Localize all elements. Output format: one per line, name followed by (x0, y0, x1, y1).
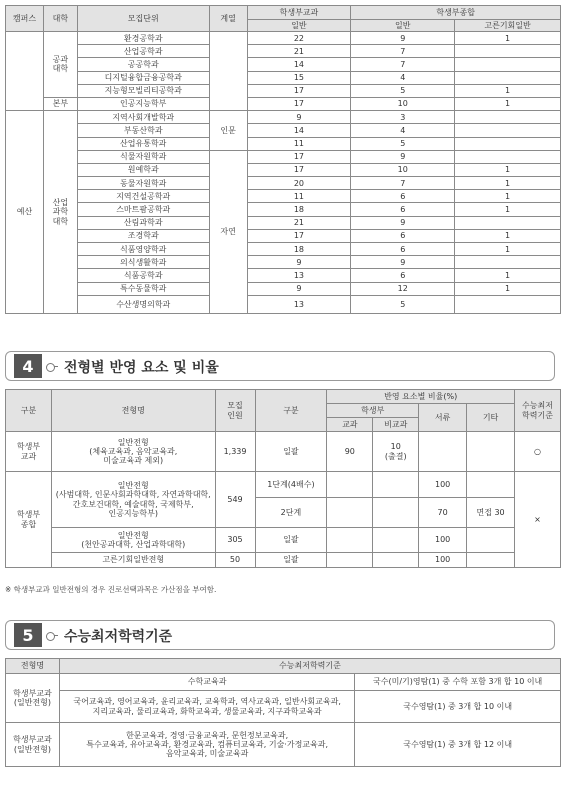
quota-general: 9 (247, 282, 351, 295)
h-student: 학생부 (327, 404, 419, 418)
header-college: 대학 (43, 6, 77, 32)
quota-general: 20 (247, 177, 351, 190)
h-div: 구분 (6, 390, 52, 432)
r3-stage: 일괄 (255, 528, 327, 553)
quota-general: 21 (247, 45, 351, 58)
unit-cell: 인공지능학부 (77, 97, 209, 110)
quota-comp-general: 12 (351, 282, 455, 295)
unit-cell: 식품공학과 (77, 269, 209, 282)
unit-cell: 부동산학과 (77, 124, 209, 137)
r1-subject: 90 (327, 432, 373, 472)
table-row (6, 190, 561, 203)
r3-doc: 100 (419, 528, 467, 553)
r2-empty5 (373, 498, 419, 528)
r3-dept: 한문교육과, 경영·금융교육과, 문헌정보교육과, 특수교육과, 유아교육과, 환경교육과, 컴퓨터교육과, 기술·가정교육과, 음악교육과, 미술교육과 (59, 723, 354, 767)
h-nonsubject: 비교과 (373, 418, 419, 432)
evaluation-ratio-table (5, 389, 561, 568)
quota-comp-general: 5 (351, 84, 455, 97)
r1-nonsubject: 10 (출결) (373, 432, 419, 472)
r4-stage: 일괄 (255, 553, 327, 568)
header-student-dept: 학생부교과 (247, 6, 351, 20)
r2-doc1: 100 (419, 472, 467, 498)
college-cell: 공과 대학 (43, 32, 77, 98)
quota-equal-opp: 1 (455, 177, 561, 190)
r1-div: 학생부 교과 (6, 432, 52, 472)
r3-empty2 (373, 528, 419, 553)
quota-general: 14 (247, 124, 351, 137)
quota-equal-opp: 1 (455, 269, 561, 282)
quota-comp-general: 6 (351, 190, 455, 203)
header-track: 계열 (209, 6, 247, 32)
table-row (6, 203, 561, 216)
r3-empty3 (467, 528, 515, 553)
r1-name: 일반전형 (체육교육과, 음악교육과, 미술교육과 제외) (51, 432, 215, 472)
table-row (6, 256, 561, 269)
header-campus: 캠퍼스 (6, 6, 44, 32)
h-subject: 교과 (327, 418, 373, 432)
table-row (6, 111, 561, 124)
quota-comp-general: 3 (351, 111, 455, 124)
quota-equal-opp (455, 45, 561, 58)
r4-doc: 100 (419, 553, 467, 568)
quota-general: 14 (247, 58, 351, 71)
unit-cell: 수산생명의학과 (77, 295, 209, 313)
h-min: 수능최저 학력기준 (515, 390, 561, 432)
r1-dept: 수학교육과 (59, 674, 354, 691)
section-title: 전형별 반영 요소 및 비율 (64, 360, 219, 376)
quota-general: 9 (247, 256, 351, 269)
quota-comp-general: 6 (351, 203, 455, 216)
unit-cell: 원예학과 (77, 163, 209, 176)
quota-equal-opp: 1 (455, 32, 561, 45)
r2-empty1 (327, 472, 373, 498)
unit-cell: 산림과학과 (77, 216, 209, 229)
table-row (6, 269, 561, 282)
admission-quota-table (5, 5, 561, 314)
h-name: 전형명 (51, 390, 215, 432)
r4-empty1 (327, 553, 373, 568)
bullet-dot (46, 363, 55, 372)
college-cell: 산업 과학 대학 (43, 111, 77, 314)
track-cell: 자연 (209, 150, 247, 313)
table-row (6, 150, 561, 163)
h-doc: 서류 (419, 404, 467, 432)
quota-equal-opp: 1 (455, 163, 561, 176)
quota-general: 17 (247, 229, 351, 242)
table-row (6, 32, 561, 45)
quota-general: 21 (247, 216, 351, 229)
r2-empty4 (327, 498, 373, 528)
table-row (6, 124, 561, 137)
quota-general: 15 (247, 71, 351, 84)
table-row (6, 282, 561, 295)
r3-name: 일반전형 (천안공과대학, 산업과학대학) (51, 528, 215, 553)
r2-etc2: 면접 30 (467, 498, 515, 528)
section-title: 수능최저학력기준 (64, 629, 173, 645)
quota-equal-opp (455, 295, 561, 313)
quota-comp-general: 9 (351, 150, 455, 163)
r3-count: 305 (215, 528, 255, 553)
quota-comp-general: 10 (351, 97, 455, 110)
header-equal-opp: 고른기회일반 (455, 20, 561, 32)
unit-cell: 특수동물학과 (77, 282, 209, 295)
r1-doc (419, 432, 467, 472)
unit-cell: 지능형모빌리티공학과 (77, 84, 209, 97)
header-student-comp: 학생부종합 (351, 6, 561, 20)
quota-general: 13 (247, 295, 351, 313)
quota-equal-opp: 1 (455, 229, 561, 242)
quota-comp-general: 5 (351, 137, 455, 150)
r1-req: 국수(미/기)영탐(1) 중 수학 포함 3개 합 10 이내 (355, 674, 561, 691)
csat-minimum-table (5, 658, 561, 767)
r2-dept: 국어교육과, 영어교육과, 윤리교육과, 교육학과, 역사교육과, 일반사회교육과, 지리교육과, 물리교육과, 화학교육과, 생물교육과, 지구과학교육과 (59, 691, 354, 723)
quota-equal-opp (455, 71, 561, 84)
quota-comp-general: 9 (351, 216, 455, 229)
campus-cell: 예산 (6, 111, 44, 314)
track-cell (209, 32, 247, 111)
table-row (6, 58, 561, 71)
h-div2: 구분 (255, 390, 327, 432)
unit-cell: 디지털융합금융공학과 (77, 71, 209, 84)
quota-general: 17 (247, 150, 351, 163)
quota-equal-opp (455, 111, 561, 124)
quota-comp-general: 4 (351, 71, 455, 84)
table-row (6, 97, 561, 110)
r2-empty3 (467, 472, 515, 498)
r2-req: 국수영탐(1) 중 3개 합 10 이내 (355, 691, 561, 723)
quota-general: 9 (247, 111, 351, 124)
table-row (6, 163, 561, 176)
unit-cell: 지역사회개발학과 (77, 111, 209, 124)
quota-equal-opp (455, 124, 561, 137)
footnote: ※ 학생부교과 일반전형의 경우 진로선택과목은 가산점을 부여함. (5, 585, 217, 594)
section-4-header (5, 351, 555, 381)
quota-equal-opp (455, 137, 561, 150)
r1-etc (467, 432, 515, 472)
r1-min: ○ (515, 432, 561, 472)
r3-name: 학생부교과 (일반전형) (6, 723, 60, 767)
section-number: 5 (14, 623, 42, 647)
r1-stage: 일괄 (255, 432, 327, 472)
quota-general: 18 (247, 203, 351, 216)
quota-equal-opp: 1 (455, 190, 561, 203)
track-cell: 인문 (209, 111, 247, 151)
quota-equal-opp: 1 (455, 84, 561, 97)
table-row (6, 84, 561, 97)
r3-empty1 (327, 528, 373, 553)
quota-comp-general: 4 (351, 124, 455, 137)
h-name: 전형명 (6, 659, 60, 674)
table-row (6, 71, 561, 84)
quota-general: 11 (247, 137, 351, 150)
r4-count: 50 (215, 553, 255, 568)
unit-cell: 식물자원학과 (77, 150, 209, 163)
unit-cell: 지역건설공학과 (77, 190, 209, 203)
bullet-dot (46, 632, 55, 641)
table-row (6, 243, 561, 256)
h-ratio: 반영 요소별 비율(%) (327, 390, 515, 404)
quota-general: 22 (247, 32, 351, 45)
unit-cell: 산업유통학과 (77, 137, 209, 150)
campus-cell (6, 32, 44, 111)
quota-general: 17 (247, 163, 351, 176)
unit-cell: 의식생활학과 (77, 256, 209, 269)
table-row (6, 295, 561, 313)
table-row (6, 216, 561, 229)
quota-general: 17 (247, 97, 351, 110)
quota-comp-general: 10 (351, 163, 455, 176)
unit-cell: 공공학과 (77, 58, 209, 71)
unit-cell: 식품영양학과 (77, 243, 209, 256)
r4-empty3 (467, 553, 515, 568)
table-row (6, 229, 561, 242)
header-general: 일반 (247, 20, 351, 32)
header-general2: 일반 (351, 20, 455, 32)
r2-stage1: 1단계(4배수) (255, 472, 327, 498)
quota-general: 11 (247, 190, 351, 203)
r2-stage2: 2단계 (255, 498, 327, 528)
quota-general: 18 (247, 243, 351, 256)
h-etc: 기타 (467, 404, 515, 432)
unit-cell: 산업공학과 (77, 45, 209, 58)
quota-comp-general: 9 (351, 256, 455, 269)
r4-name: 고른기회일반전형 (51, 553, 215, 568)
quota-equal-opp: 1 (455, 97, 561, 110)
r1-count: 1,339 (215, 432, 255, 472)
unit-cell: 스마트팜공학과 (77, 203, 209, 216)
h-count: 모집 인원 (215, 390, 255, 432)
quota-comp-general: 7 (351, 58, 455, 71)
quota-equal-opp (455, 216, 561, 229)
table-row (6, 137, 561, 150)
quota-comp-general: 6 (351, 269, 455, 282)
header-unit: 모집단위 (77, 6, 209, 32)
quota-comp-general: 9 (351, 32, 455, 45)
table-row (6, 45, 561, 58)
section-number: 4 (14, 354, 42, 378)
quota-equal-opp: 1 (455, 243, 561, 256)
r3-req: 국수영탐(1) 중 3개 합 12 이내 (355, 723, 561, 767)
r2-name: 일반전형 (사범대학, 인문사회과학대학, 자연과학대학, 간호보건대학, 예술대학, 국제학부, 인공지능학부) (51, 472, 215, 528)
r1-name: 학생부교과 (일반전형) (6, 674, 60, 723)
quota-comp-general: 5 (351, 295, 455, 313)
quota-equal-opp (455, 150, 561, 163)
r2-count: 549 (215, 472, 255, 528)
section-5-header (5, 620, 555, 650)
quota-general: 17 (247, 84, 351, 97)
r2-div: 학생부 종합 (6, 472, 52, 568)
quota-equal-opp: 1 (455, 203, 561, 216)
table-row (6, 177, 561, 190)
quota-equal-opp: 1 (455, 282, 561, 295)
r2-doc2: 70 (419, 498, 467, 528)
quota-comp-general: 6 (351, 243, 455, 256)
h-min: 수능최저학력기준 (59, 659, 560, 674)
college-cell: 본부 (43, 97, 77, 110)
quota-comp-general: 6 (351, 229, 455, 242)
r2-min: × (515, 472, 561, 568)
quota-comp-general: 7 (351, 45, 455, 58)
unit-cell: 조경학과 (77, 229, 209, 242)
quota-equal-opp (455, 256, 561, 269)
unit-cell: 환경공학과 (77, 32, 209, 45)
unit-cell: 동물자원학과 (77, 177, 209, 190)
quota-equal-opp (455, 58, 561, 71)
r4-empty2 (373, 553, 419, 568)
quota-comp-general: 7 (351, 177, 455, 190)
quota-general: 13 (247, 269, 351, 282)
r2-empty2 (373, 472, 419, 498)
